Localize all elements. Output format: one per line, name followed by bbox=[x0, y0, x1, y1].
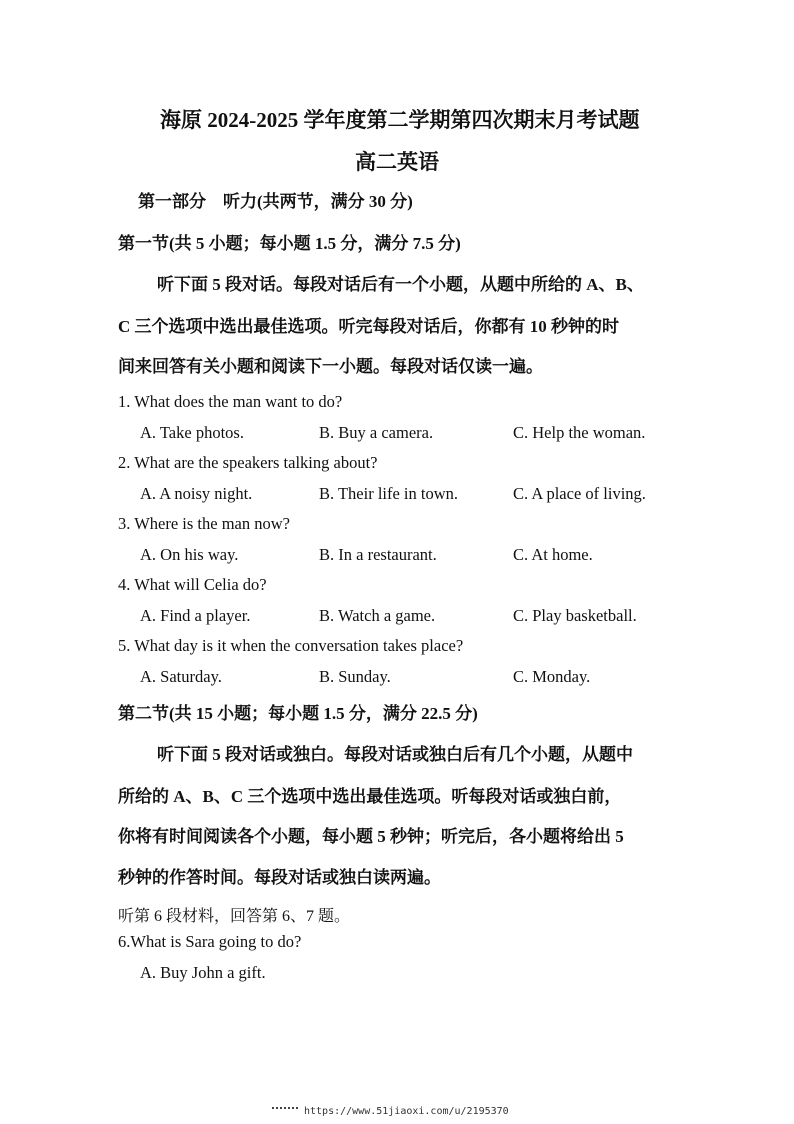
question-stem: 3. Where is the man now? bbox=[118, 514, 290, 533]
section1-instruction-line: 听下面 5 段对话。每段对话后有一个小题，从题中所给的 A、B、 bbox=[157, 275, 644, 294]
option-a: A. Take photos. bbox=[140, 423, 244, 442]
option-a: A. Find a player. bbox=[140, 606, 251, 625]
option-c: C. Monday. bbox=[513, 667, 591, 686]
part1-heading: 第一部分 听力(共两节，满分 30 分) bbox=[138, 192, 413, 211]
section2-instruction-line: 所给的 A、B、C 三个选项中选出最佳选项。听每段对话或独白前， bbox=[118, 787, 622, 806]
option-b: B. Their life in town. bbox=[319, 484, 459, 503]
question-stem: 6.What is Sara going to do? bbox=[118, 932, 302, 951]
option-b: B. Watch a game. bbox=[319, 606, 436, 625]
section2-instruction-line: 听下面 5 段对话或独白。每段对话或独白后有几个小题，从题中 bbox=[157, 745, 633, 764]
question-stem: 5. What day is it when the conversation takes place? bbox=[118, 636, 464, 655]
option-b: B. In a restaurant. bbox=[319, 545, 437, 564]
section2-instruction-line: 你将有时间阅读各个小题，每小题 5 秒钟；听完后，各小题将给出 5 bbox=[118, 827, 624, 846]
option-a: A. A noisy night. bbox=[140, 484, 253, 503]
option-a: A. On his way. bbox=[140, 545, 239, 564]
option-a: A. Buy John a gift. bbox=[140, 963, 266, 982]
footer-logo-icon bbox=[272, 1107, 298, 1115]
option-c: C. At home. bbox=[513, 545, 593, 564]
option-b: B. Buy a camera. bbox=[319, 423, 434, 442]
option-a: A. Saturday. bbox=[140, 667, 222, 686]
section2-heading: 第二节(共 15 小题；每小题 1.5 分，满分 22.5 分) bbox=[118, 704, 478, 723]
section1-instruction-line: C 三个选项中选出最佳选项。听完每段对话后，你都有 10 秒钟的时 bbox=[118, 317, 620, 336]
section2-instruction-line: 秒钟的作答时间。每段对话或独白读两遍。 bbox=[118, 868, 441, 887]
question-stem: 2. What are the speakers talking about? bbox=[118, 453, 378, 472]
exam-title: 海原 2024-2025 学年度第二学期第四次期末月考试题 bbox=[160, 108, 640, 132]
question-stem: 4. What will Celia do? bbox=[118, 575, 267, 594]
option-b: B. Sunday. bbox=[319, 667, 391, 686]
footer-url[interactable]: https://www.51jiaoxi.com/u/2195370 bbox=[304, 1106, 509, 1117]
section1-heading: 第一节(共 5 小题；每小题 1.5 分，满分 7.5 分) bbox=[118, 234, 461, 253]
subject-title: 高二英语 bbox=[355, 150, 439, 174]
option-c: C. Play basketball. bbox=[513, 606, 637, 625]
question-stem: 1. What does the man want to do? bbox=[118, 392, 343, 411]
option-c: C. Help the woman. bbox=[513, 423, 646, 442]
option-c: C. A place of living. bbox=[513, 484, 646, 503]
section1-instruction-line: 间来回答有关小题和阅读下一小题。每段对话仅读一遍。 bbox=[118, 357, 543, 376]
footer-watermark bbox=[272, 1106, 509, 1117]
material-note: 听第 6 段材料，回答第 6、7 题。 bbox=[118, 908, 351, 925]
